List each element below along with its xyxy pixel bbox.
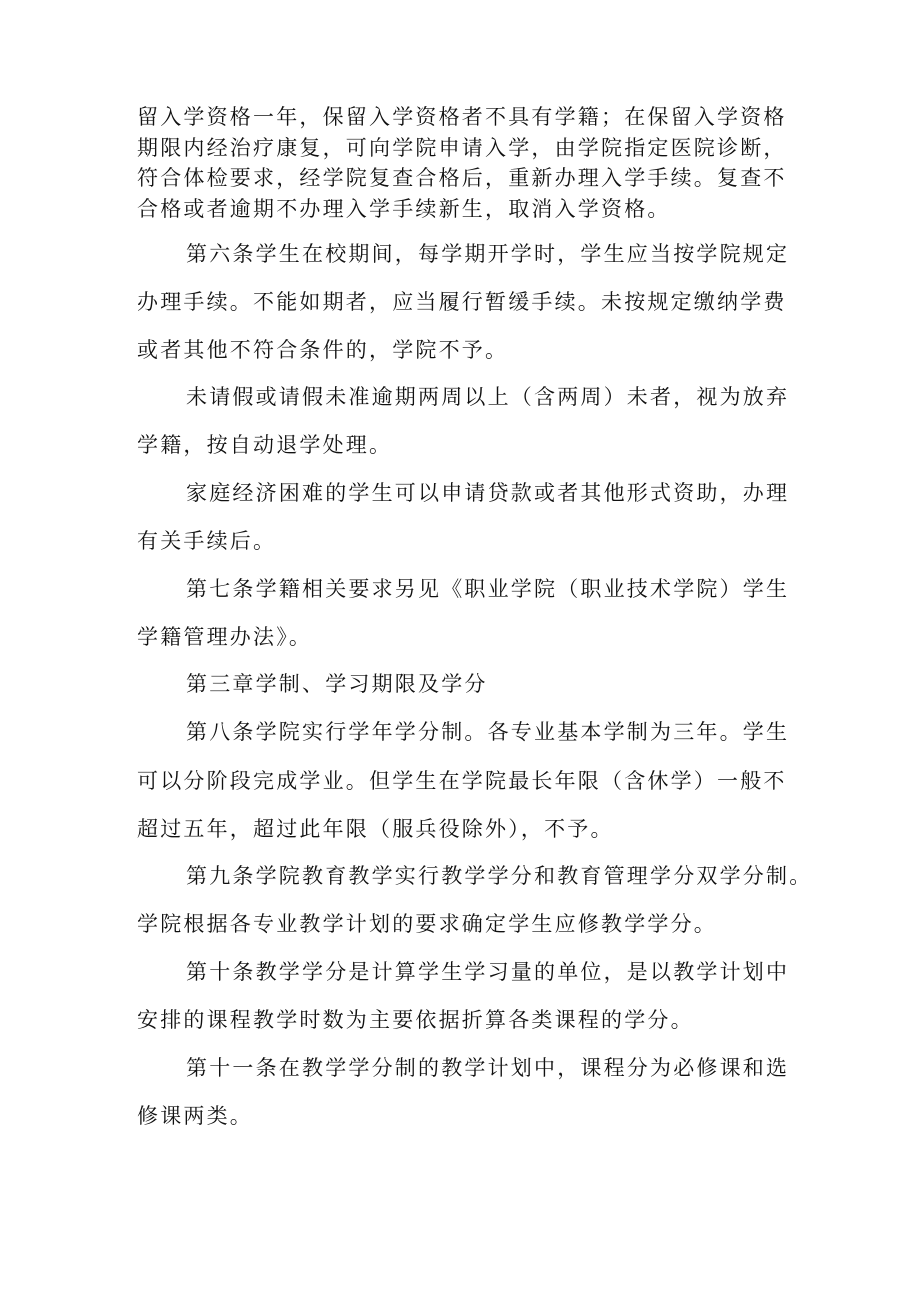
chapter-heading: 第三章学制、学习期限及学分 — [186, 672, 488, 696]
paragraph-line: 第十一条在教学学分制的教学计划中，课程分为必修课和选 — [186, 1056, 790, 1080]
paragraph-line: 可以分阶段完成学业。但学生在学院最长年限（含休学）一般不 — [137, 769, 787, 793]
paragraph-line: 符合体检要求，经学院复查合格后，重新办理入学手续。复查不 — [137, 166, 787, 190]
paragraph-line: 合格或者逾期不办理入学手续新生，取消入学资格。 — [137, 197, 671, 221]
paragraph-line: 第十条教学学分是计算学生学习量的单位，是以教学计划中 — [186, 960, 790, 984]
paragraph-line: 修课两类。 — [137, 1104, 253, 1128]
paragraph-line: 留入学资格一年，保留入学资格者不具有学籍；在保留入学资格 — [137, 105, 787, 129]
paragraph-line: 超过五年，超过此年限（服兵役除外），不予。 — [137, 817, 614, 841]
paragraph-line: 第八条学院实行学年学分制。各专业基本学制为三年。学生 — [186, 720, 790, 744]
paragraph-line: 安排的课程教学时数为主要依据折算各类课程的学分。 — [137, 1008, 694, 1032]
paragraph-line: 期限内经治疗康复，可向学院申请入学，由学院指定医院诊断， — [137, 136, 787, 160]
paragraph-line: 家庭经济困难的学生可以申请贷款或者其他形式资助，办理 — [186, 481, 790, 505]
paragraph-line: 学籍管理办法》。 — [137, 625, 313, 649]
paragraph-line: 办理手续。不能如期者，应当履行暂缓手续。未按规定缴纳学费 — [137, 290, 787, 314]
paragraph-line: 第九条学院教育教学实行教学学分和教育管理学分双学分制。 — [186, 864, 813, 888]
paragraph-line: 未请假或请假未准逾期两周以上（含两周）未者，视为放弃 — [186, 385, 790, 409]
paragraph-line: 学籍，按自动退学处理。 — [137, 433, 393, 457]
paragraph-line: 第七条学籍相关要求另见《职业学院（职业技术学院）学生 — [186, 577, 790, 601]
paragraph-line: 或者其他不符合条件的，学院不予。 — [137, 338, 509, 362]
paragraph-line: 学院根据各专业教学计划的要求确定学生应修教学学分。 — [137, 912, 717, 936]
paragraph-line: 第六条学生在校期间，每学期开学时，学生应当按学院规定 — [186, 242, 790, 266]
paragraph-line: 有关手续后。 — [137, 529, 277, 553]
